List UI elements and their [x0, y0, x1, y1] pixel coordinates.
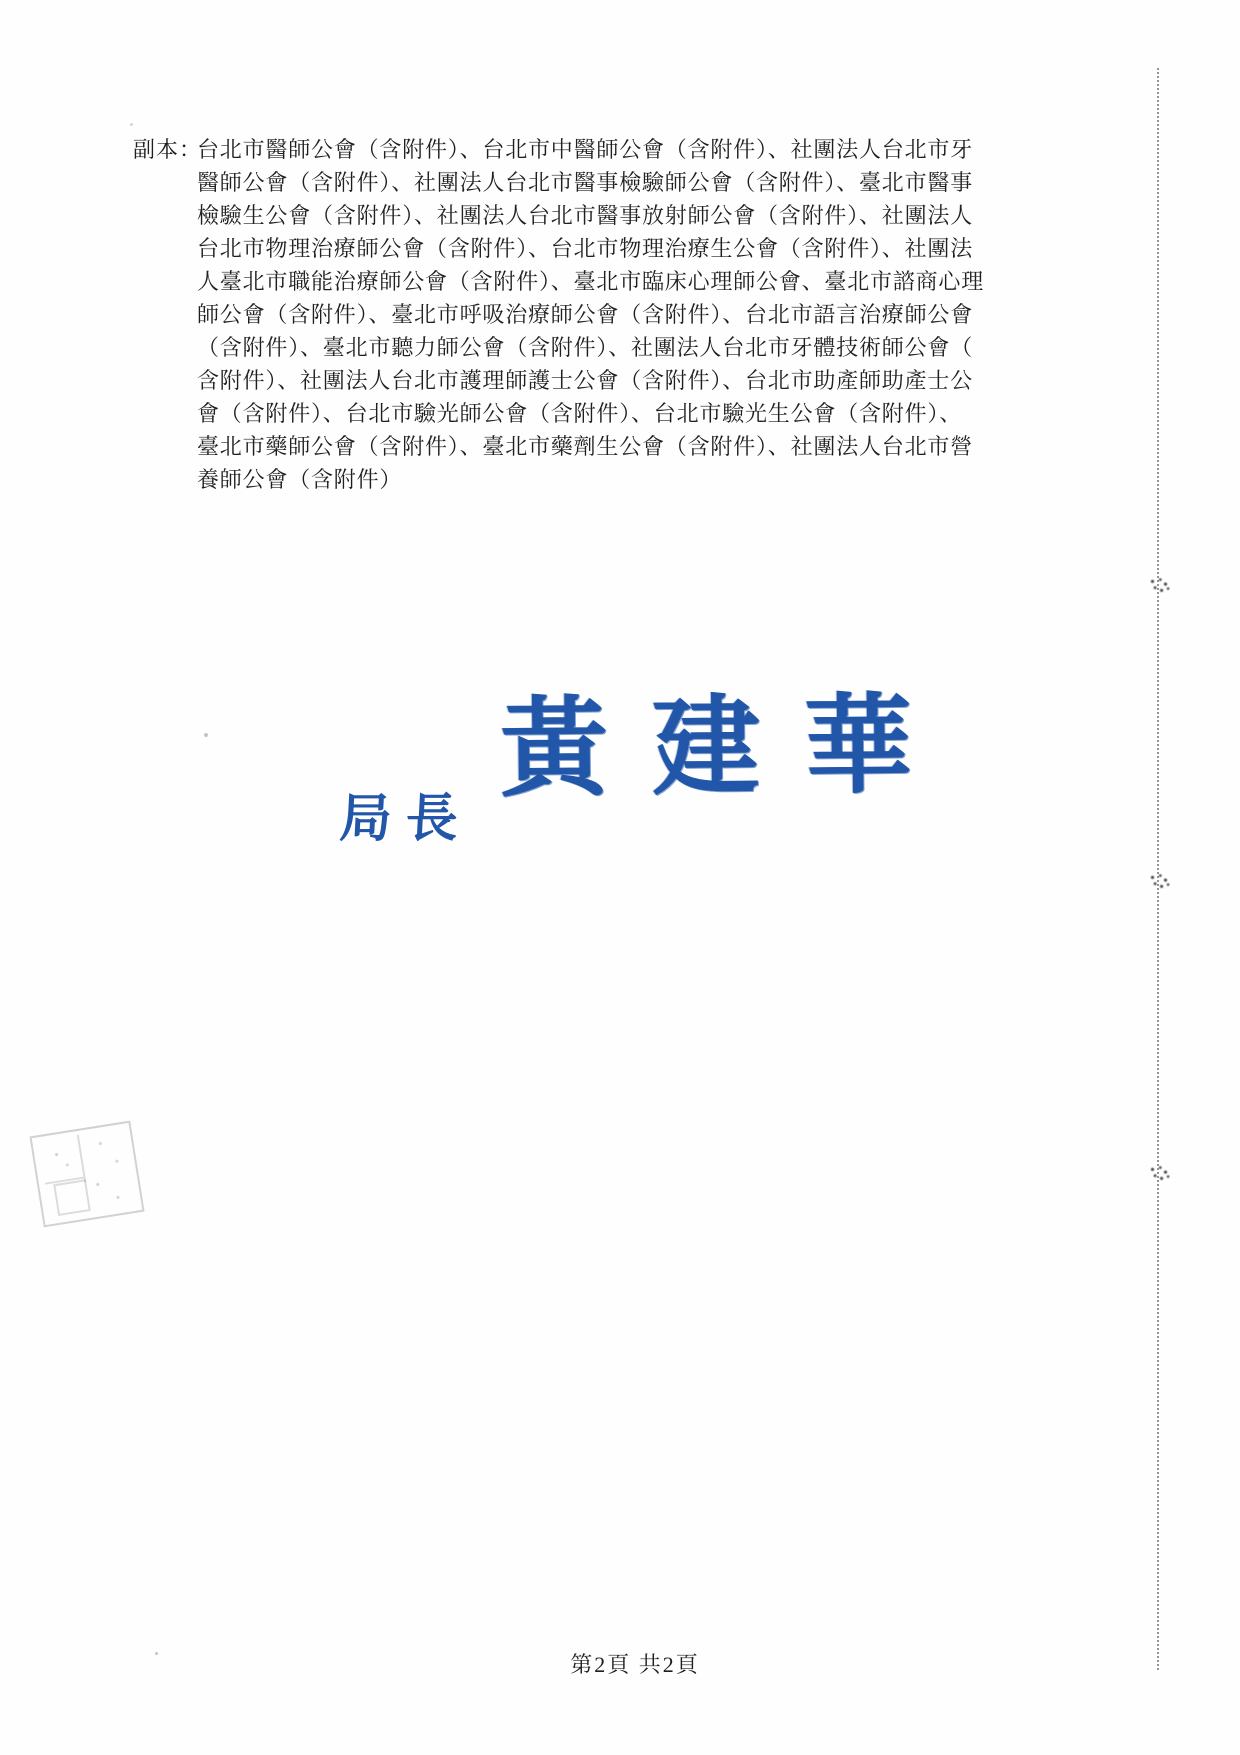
cc-line: 師公會（含附件）、臺北市呼吸治療師公會（含附件）、台北市語言治療師公會	[197, 302, 974, 327]
binding-seal-mark-icon	[1146, 576, 1172, 594]
cc-lines	[133, 133, 1013, 496]
cc-line: 人臺北市職能治療師公會（含附件）、臺北市臨床心理師公會、臺北市諮商心理	[197, 269, 985, 294]
stamp-inner-box	[53, 1180, 91, 1216]
cc-distribution-block	[133, 133, 1013, 496]
faint-archive-stamp-icon	[29, 1121, 144, 1228]
cc-line: 養師公會（含附件）	[197, 467, 403, 492]
binding-seal-mark-icon	[1146, 1164, 1172, 1182]
cc-line: （含附件）、臺北市聽力師公會（含附件）、社團法人台北市牙體技術師公會（	[197, 335, 974, 360]
cc-line: 含附件）、社團法人台北市護理師護士公會（含附件）、台北市助產師助產士公	[197, 368, 974, 393]
cc-label: 副本：	[133, 137, 203, 162]
scan-speck	[130, 123, 133, 126]
cc-line: 醫師公會（含附件）、社團法人台北市醫事檢驗師公會（含附件）、臺北市醫事	[197, 170, 974, 195]
cc-line: 台北市物理治療師公會（含附件）、台北市物理治療生公會（含附件）、社團法	[197, 236, 974, 261]
signature-name: 黃建華	[499, 686, 957, 811]
cc-line: 臺北市藥師公會（含附件）、臺北市藥劑生公會（含附件）、社團法人台北市營	[197, 434, 974, 459]
binding-dotted-line	[1157, 68, 1159, 1670]
cc-line: 會（含附件）、台北市驗光師公會（含附件）、台北市驗光生公會（含附件）、	[197, 401, 963, 426]
binding-seal-mark-icon	[1146, 872, 1172, 890]
scan-speck	[155, 1652, 158, 1655]
cc-line: 台北市醫師公會（含附件）、台北市中醫師公會（含附件）、社團法人台北市牙	[197, 137, 974, 162]
cc-line: 檢驗生公會（含附件）、社團法人台北市醫事放射師公會（含附件）、社團法人	[197, 203, 974, 228]
page-number: 第2頁 共2頁	[570, 1652, 700, 1677]
director-signature	[338, 660, 957, 848]
scan-speck	[204, 733, 208, 737]
signature-title: 局長	[338, 791, 474, 848]
